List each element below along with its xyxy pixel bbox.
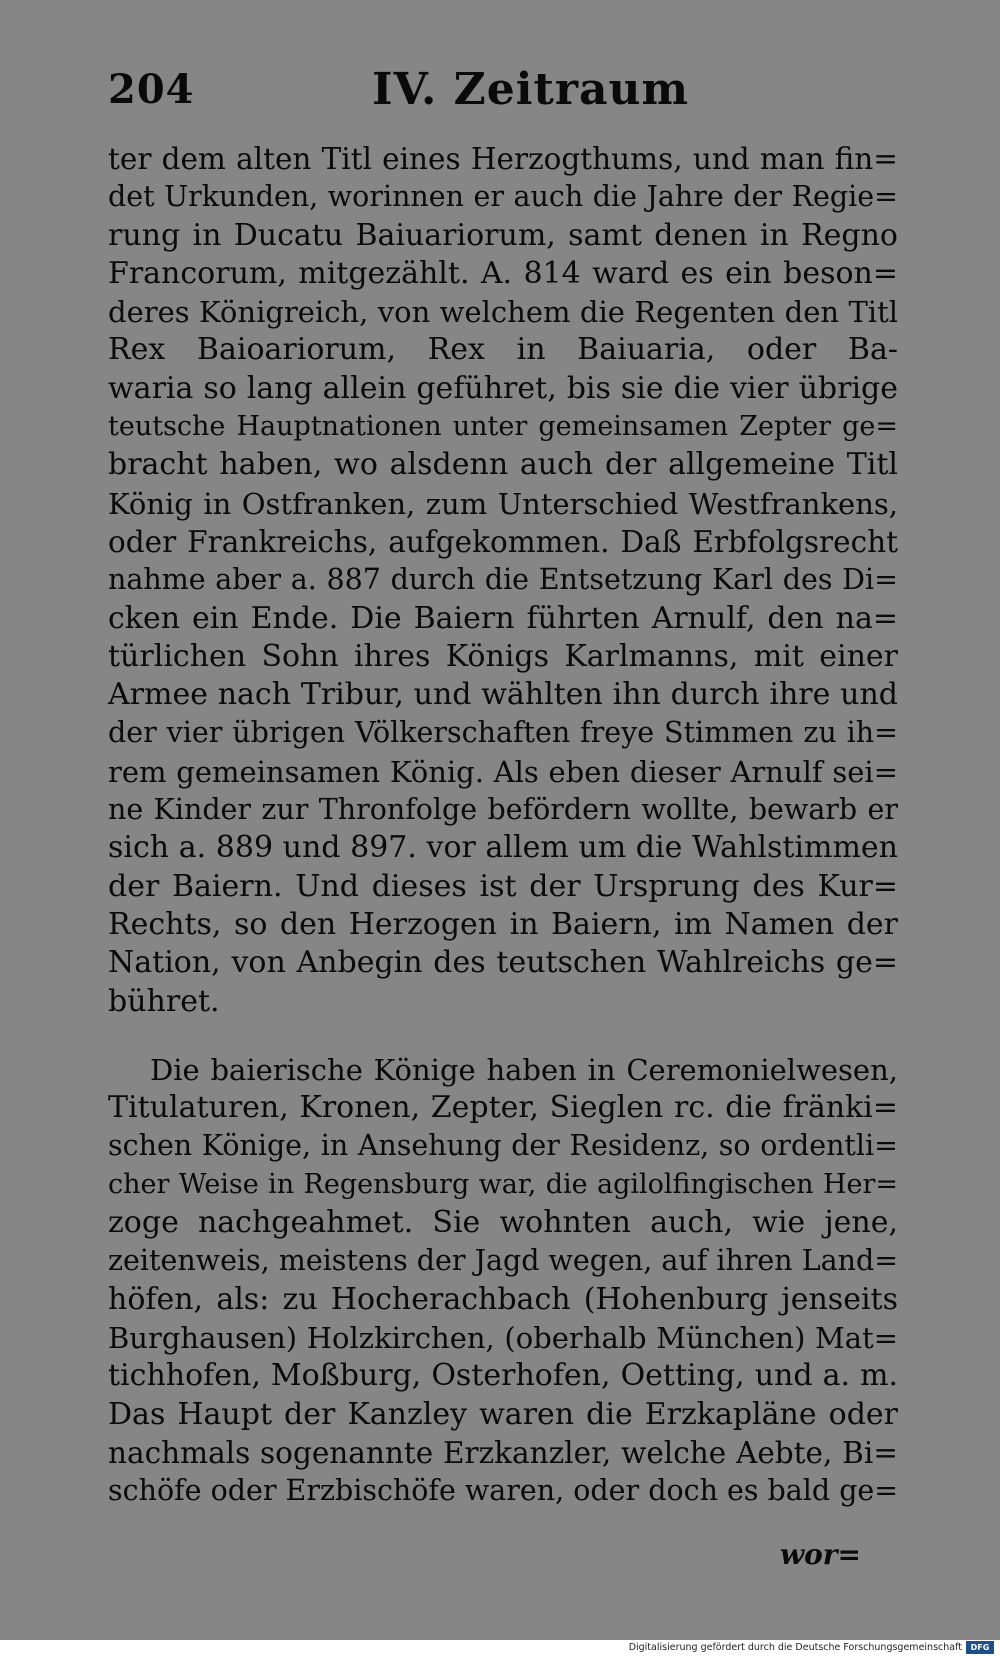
dfg-logo-icon: DFG xyxy=(966,1641,994,1654)
running-head: IV. Zeitraum xyxy=(372,64,690,115)
text-line: König in Ostfranken, zum Unterschied Westfrankens, xyxy=(108,486,898,521)
text-line: tichhofen, Moßburg, Osterhofen, Oetting, und a. m. xyxy=(108,1358,898,1394)
text-line: der vier übrigen Völkerschaften freye Stimmen zu ih= xyxy=(108,716,898,750)
text-line: rem gemeinsamen König. Als eben dieser Arnulf sei= xyxy=(108,754,898,789)
text-line: Armee nach Tribur, und wählten ihn durch ihre und xyxy=(108,677,898,713)
text-line: teutsche Hauptnationen unter gemeinsamen Zepter ge= xyxy=(108,411,898,443)
text-line: rung in Ducatu Baiuariorum, samt denen in Regno xyxy=(108,217,898,253)
text-line: Titulaturen, Kronen, Zepter, Sieglen rc. die fränki= xyxy=(108,1090,898,1126)
text-line: Rechts, so den Herzogen in Baiern, im Namen der xyxy=(108,906,898,942)
text-line: cken ein Ende. Die Baiern führten Arnulf, den na= xyxy=(108,600,898,636)
text-line: höfen, als: zu Hocherachbach (Hohenburg jenseits xyxy=(108,1281,898,1317)
text-line: ne Kinder zur Thronfolge befördern wollte, bewarb er xyxy=(108,793,898,827)
text-line: bühret. xyxy=(108,983,220,1019)
text-line: det Urkunden, worinnen er auch die Jahre der Regie= xyxy=(108,180,898,214)
text-line: cher Weise in Regensburg war, die agilolfingischen Her= xyxy=(108,1168,898,1200)
body-text xyxy=(108,140,898,1510)
text-line: sich a. 889 und 897. vor allem um die Wahlstimmen xyxy=(108,830,898,866)
text-line: schen Könige, in Ansehung der Residenz, so ordentli= xyxy=(108,1129,898,1163)
paragraph-1 xyxy=(108,140,898,1021)
text-line: bracht haben, wo alsdenn auch der allgemeine Titl xyxy=(108,447,898,483)
text-line: ter dem alten Titl eines Herzogthums, und man fin= xyxy=(108,142,898,176)
text-line: Die baierische Könige haben in Ceremonielwesen, xyxy=(150,1052,898,1087)
page-number: 204 xyxy=(108,66,195,113)
text-line: nahme aber a. 887 durch die Entsetzung Karl des Di= xyxy=(108,563,898,597)
text-line: Francorum, mitgezählt. A. 814 ward es ein beson= xyxy=(108,255,898,291)
paragraph-gap xyxy=(108,1021,898,1051)
catchword: wor= xyxy=(780,1538,861,1571)
text-line: Rex Baioariorum, Rex in Baiuaria, oder Ba- xyxy=(108,332,898,368)
text-line: türlichen Sohn ihres Königs Karlmanns, mit einer xyxy=(108,638,898,674)
text-line: deres Königreich, von welchem die Regenten den Titl xyxy=(108,295,898,330)
text-line: zeitenweis, meistens der Jagd wegen, auf ihren Land= xyxy=(108,1244,899,1278)
text-line: zoge nachgeahmet. Sie wohnten auch, wie jene, xyxy=(108,1205,898,1241)
paragraph-2 xyxy=(108,1051,898,1511)
text-line: waria so lang allein geführet, bis sie die vier übrige xyxy=(108,370,898,406)
text-line: oder Frankreichs, aufgekommen. Daß Erbfolgsrecht xyxy=(108,524,898,559)
text-line: schöfe oder Erzbischöfe waren, oder doch es bald ge= xyxy=(108,1474,899,1508)
text-line: Burghausen) Holzkirchen, (oberhalb München) Mat= xyxy=(108,1320,898,1355)
text-line: der Baiern. Und dieses ist der Ursprung des Kur= xyxy=(108,868,898,904)
text-line: nachmals sogenannte Erzkanzler, welche Aebte, Bi= xyxy=(108,1435,898,1470)
text-line: Das Haupt der Kanzley waren die Erzkapläne oder xyxy=(108,1396,898,1432)
funding-credit: Digitalisierung gefördert durch die Deutsche Forschungsgemeinschaft xyxy=(628,1642,962,1653)
text-line: Nation, von Anbegin des teutschen Wahlreichs ge= xyxy=(108,945,898,981)
